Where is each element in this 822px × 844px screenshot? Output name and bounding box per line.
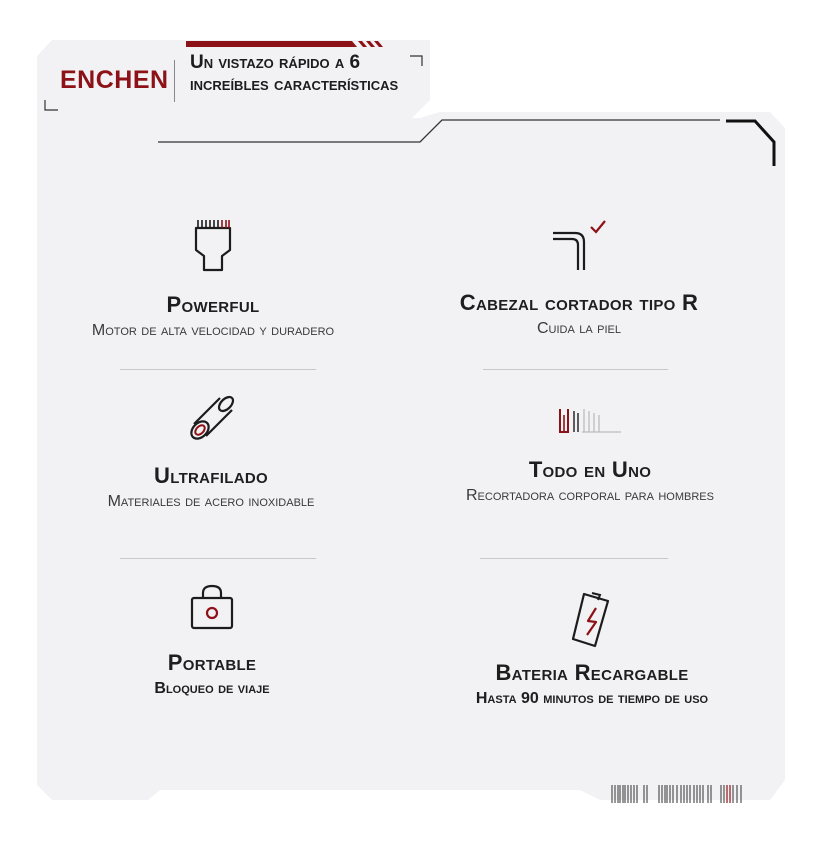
battery-icon	[570, 590, 614, 650]
comb-attachments-icon	[558, 405, 622, 435]
feature-powerful	[33, 218, 393, 340]
feature-bateria	[412, 590, 772, 708]
brand-separator	[174, 60, 175, 102]
feature-desc: Materiales de acero inoxidable	[107, 493, 315, 510]
feature-desc: Hasta 90 minutos de tiempo de uso	[475, 690, 709, 707]
feature-title: Todo en Uno	[528, 457, 652, 482]
feature-title: Ultrafilado	[154, 463, 268, 488]
divider	[483, 369, 668, 370]
feature-title: Portable	[167, 650, 257, 675]
divider	[120, 369, 316, 370]
divider	[120, 558, 316, 559]
page-headline: Un vistazo rápido a 6 increíbles características	[190, 52, 399, 95]
feature-title: Bateria Recargable	[495, 660, 689, 685]
feature-ultrafilado	[31, 395, 391, 511]
feature-portable	[32, 584, 392, 698]
steel-roll-icon	[186, 395, 236, 445]
padlock-icon	[189, 584, 235, 632]
divider	[480, 558, 668, 559]
barcode-decoration	[611, 785, 746, 803]
feature-desc: Recortadora corporal para hombres	[466, 487, 714, 504]
feature-title: Cabezal cortador tipo R	[459, 290, 699, 315]
feature-desc: Cuida la piel	[536, 320, 622, 337]
feature-title: Powerful	[166, 292, 260, 317]
clipper-blade-icon	[192, 218, 234, 274]
feature-todo-en-uno	[410, 405, 770, 505]
feature-desc: Motor de alta velocidad y duradero	[91, 322, 335, 339]
brand-logo: ENCHEN	[60, 66, 169, 94]
feature-desc: Bloqueo de viaje	[154, 680, 270, 697]
feature-cabezal	[399, 218, 759, 338]
r-type-cutter-head-icon	[549, 218, 609, 272]
